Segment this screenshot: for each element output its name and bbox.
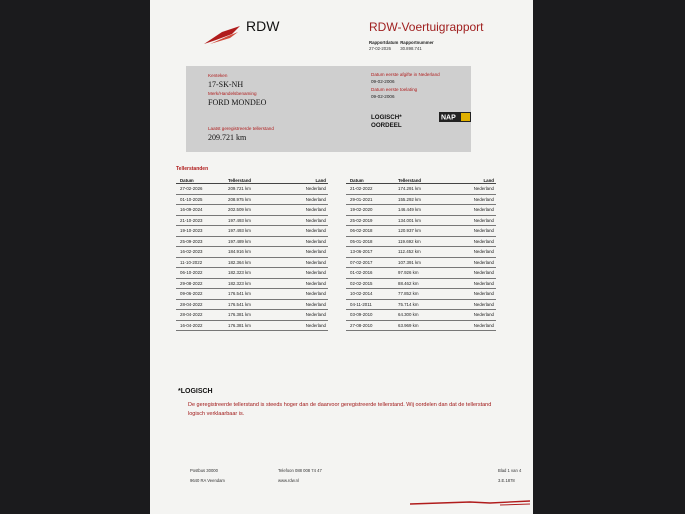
cell-datum: 28-04-2022 bbox=[180, 301, 203, 307]
table-row bbox=[176, 226, 328, 237]
cell-tellerstand: 134.001 km bbox=[398, 217, 421, 223]
cell-land: Nederland bbox=[305, 217, 326, 223]
cell-land: Nederland bbox=[473, 196, 494, 202]
kenteken-value: 17-SK-NH bbox=[208, 80, 244, 89]
cell-tellerstand: 112.452 km bbox=[398, 249, 421, 255]
cell-datum: 21-02-2022 bbox=[350, 186, 373, 192]
table-row bbox=[346, 216, 496, 227]
cell-datum: 10-02-2014 bbox=[350, 291, 373, 297]
cell-tellerstand: 197.493 km bbox=[228, 228, 251, 234]
table-row bbox=[346, 289, 496, 300]
cell-tellerstand: 64.300 km bbox=[398, 312, 419, 318]
footer-website: www.rdw.nl bbox=[278, 478, 299, 483]
cell-tellerstand: 119.692 km bbox=[398, 238, 421, 244]
eerste-toelating-value: 09-02-2006 bbox=[371, 94, 395, 99]
table-row bbox=[176, 184, 328, 195]
merk-value: FORD MONDEO bbox=[208, 98, 267, 107]
table-row bbox=[346, 268, 496, 279]
footer-address bbox=[190, 466, 225, 486]
table-row bbox=[346, 195, 496, 206]
cell-land: Nederland bbox=[473, 217, 494, 223]
cell-land: Nederland bbox=[473, 186, 494, 192]
cell-land: Nederland bbox=[473, 228, 494, 234]
report-page bbox=[150, 0, 533, 514]
oordeel-line1: LOGISCH* bbox=[371, 114, 402, 121]
cell-datum: 16-04-2022 bbox=[180, 322, 203, 328]
decorative-stripe-icon bbox=[410, 500, 530, 506]
table-row bbox=[176, 310, 328, 321]
table-row bbox=[346, 247, 496, 258]
cell-land: Nederland bbox=[305, 207, 326, 213]
cell-land: Nederland bbox=[473, 280, 494, 286]
rapportnummer-value: 30.898.741 bbox=[400, 46, 422, 51]
table-row bbox=[346, 300, 496, 311]
table-row bbox=[346, 184, 496, 195]
cell-tellerstand: 174.291 km bbox=[398, 186, 421, 192]
cell-tellerstand: 197.493 km bbox=[228, 217, 251, 223]
cell-land: Nederland bbox=[473, 291, 494, 297]
report-title: RDW-Voertuigrapport bbox=[369, 20, 484, 34]
table-row bbox=[176, 258, 328, 269]
cell-datum: 25-02-2019 bbox=[350, 217, 373, 223]
logisch-title: *LOGISCH bbox=[178, 388, 213, 395]
cell-tellerstand: 208.975 km bbox=[228, 196, 251, 202]
tellerstand-label: Laatst geregistreerde tellerstand bbox=[208, 126, 274, 131]
cell-datum: 29-08-2022 bbox=[180, 280, 203, 286]
merk-label: Merk/Handelsbenaming bbox=[208, 91, 257, 96]
cell-land: Nederland bbox=[305, 280, 326, 286]
cell-tellerstand: 88.462 km bbox=[398, 280, 419, 286]
cell-land: Nederland bbox=[473, 312, 494, 318]
eerste-afgifte-value: 09-02-2006 bbox=[371, 79, 395, 84]
table-row bbox=[346, 226, 496, 237]
cell-land: Nederland bbox=[305, 238, 326, 244]
cell-land: Nederland bbox=[473, 238, 494, 244]
header-datum: Datum bbox=[350, 178, 364, 183]
table-row bbox=[176, 289, 328, 300]
eerste-afgifte-label: Datum eerste afgifte in Nederland bbox=[371, 72, 440, 77]
cell-datum: 01-02-2016 bbox=[350, 270, 373, 276]
cell-land: Nederland bbox=[473, 322, 494, 328]
cell-tellerstand: 107.391 km bbox=[398, 259, 421, 265]
footer-page-info bbox=[498, 466, 521, 486]
table-row bbox=[176, 195, 328, 206]
cell-land: Nederland bbox=[473, 249, 494, 255]
header-tellerstand: Tellerstand bbox=[228, 178, 252, 183]
table-row bbox=[346, 310, 496, 321]
cell-land: Nederland bbox=[305, 186, 326, 192]
cell-land: Nederland bbox=[305, 291, 326, 297]
cell-tellerstand: 146.449 km bbox=[398, 207, 421, 213]
cell-datum: 04-11-2011 bbox=[350, 301, 372, 307]
cell-datum: 09-06-2022 bbox=[180, 291, 203, 297]
table-row bbox=[176, 300, 328, 311]
report-meta-labels bbox=[369, 40, 529, 45]
odometer-table-left bbox=[176, 176, 328, 331]
cell-datum: 25-09-2023 bbox=[180, 238, 203, 244]
table-row bbox=[176, 247, 328, 258]
cell-datum: 16-02-2023 bbox=[180, 249, 203, 255]
table-row bbox=[176, 216, 328, 227]
cell-tellerstand: 197.489 km bbox=[228, 238, 251, 244]
table-header bbox=[176, 176, 328, 184]
cell-datum: 13-06-2017 bbox=[350, 249, 373, 255]
cell-tellerstand: 202.509 km bbox=[228, 207, 251, 213]
cell-tellerstand: 176.381 km bbox=[228, 312, 251, 318]
table-row bbox=[176, 279, 328, 290]
table-row bbox=[346, 258, 496, 269]
cell-tellerstand: 77.852 km bbox=[398, 291, 419, 297]
cell-tellerstand: 97.926 km bbox=[398, 270, 419, 276]
footer-contact bbox=[278, 466, 322, 486]
footer-plaats: 9640 RA Veendam bbox=[190, 478, 225, 483]
brand-name: RDW bbox=[246, 18, 280, 34]
table-row bbox=[346, 321, 496, 332]
cell-tellerstand: 184.916 km bbox=[228, 249, 251, 255]
cell-land: Nederland bbox=[473, 259, 494, 265]
cell-datum: 29-01-2021 bbox=[350, 196, 373, 202]
report-meta-values bbox=[369, 46, 529, 51]
table-row bbox=[176, 237, 328, 248]
cell-land: Nederland bbox=[305, 196, 326, 202]
cell-datum: 21-10-2023 bbox=[180, 217, 203, 223]
oordeel-badge bbox=[371, 114, 402, 130]
cell-datum: 28-04-2022 bbox=[180, 312, 203, 318]
cell-datum: 02-02-2015 bbox=[350, 280, 373, 286]
vehicle-summary-panel bbox=[186, 66, 471, 152]
odometer-table-right bbox=[346, 176, 496, 331]
cell-datum: 27-02-2026 bbox=[180, 186, 203, 192]
cell-tellerstand: 182.323 km bbox=[228, 280, 251, 286]
cell-datum: 06-02-2018 bbox=[350, 228, 373, 234]
cell-tellerstand: 120.937 km bbox=[398, 228, 421, 234]
cell-tellerstand: 182.364 km bbox=[228, 259, 251, 265]
logisch-explanation: De geregistreerde tellerstand is steeds hoger dan de daarvoor geregistreerde tellerstand. Wij oordelen dan dat de tellerstand logisch verklaarbaar is. bbox=[188, 402, 492, 417]
cell-land: Nederland bbox=[305, 312, 326, 318]
cell-tellerstand: 155.292 km bbox=[398, 196, 421, 202]
table-row bbox=[176, 321, 328, 332]
table-row bbox=[346, 237, 496, 248]
rapportdatum-value: 27-02-2026 bbox=[369, 46, 391, 51]
header-land: Land bbox=[483, 178, 494, 183]
cell-datum: 16-09-2024 bbox=[180, 207, 203, 213]
table-row bbox=[176, 268, 328, 279]
cell-land: Nederland bbox=[305, 270, 326, 276]
tellerstand-value: 209.721 km bbox=[208, 133, 247, 142]
rdw-logo-icon bbox=[202, 24, 242, 46]
footer-blad: Blad 1 van 4 bbox=[498, 468, 522, 473]
cell-datum: 03-09-2010 bbox=[350, 312, 373, 318]
rapportnummer-label: Rapportnummer bbox=[400, 40, 434, 45]
cell-land: Nederland bbox=[473, 207, 494, 213]
eerste-toelating-label: Datum eerste toelating bbox=[371, 87, 418, 92]
cell-land: Nederland bbox=[305, 228, 326, 234]
oordeel-line2: OORDEEL bbox=[371, 122, 402, 129]
cell-tellerstand: 176.381 km bbox=[228, 322, 251, 328]
kenteken-label: Kenteken bbox=[208, 73, 228, 78]
table-row bbox=[346, 205, 496, 216]
cell-tellerstand: 176.541 km bbox=[228, 291, 251, 297]
cell-datum: 19-02-2020 bbox=[350, 207, 373, 213]
rapportdatum-label: Rapportdatum bbox=[369, 40, 399, 45]
cell-land: Nederland bbox=[305, 322, 326, 328]
cell-tellerstand: 182.323 km bbox=[228, 270, 251, 276]
header-tellerstand: Tellerstand bbox=[398, 178, 422, 183]
header-datum: Datum bbox=[180, 178, 194, 183]
footer-telefoon: Telefoon 088 008 74 47 bbox=[278, 468, 322, 473]
table-row bbox=[176, 205, 328, 216]
cell-datum: 11-10-2022 bbox=[180, 259, 203, 265]
cell-land: Nederland bbox=[305, 259, 326, 265]
footer-versie: 3.E.1878 bbox=[498, 478, 515, 483]
cell-tellerstand: 63.969 km bbox=[398, 322, 419, 328]
nap-logo-icon bbox=[439, 112, 471, 122]
footer-postbus: Postbus 30000 bbox=[190, 468, 218, 473]
cell-tellerstand: 75.714 km bbox=[398, 301, 419, 307]
cell-datum: 01-10-2025 bbox=[180, 196, 203, 202]
header-land: Land bbox=[315, 178, 326, 183]
cell-tellerstand: 176.541 km bbox=[228, 301, 251, 307]
cell-datum: 06-10-2022 bbox=[180, 270, 203, 276]
table-row bbox=[346, 279, 496, 290]
table-header bbox=[346, 176, 496, 184]
cell-tellerstand: 209.721 km bbox=[228, 186, 251, 192]
cell-datum: 27-08-2010 bbox=[350, 322, 373, 328]
cell-datum: 05-01-2018 bbox=[350, 238, 373, 244]
cell-datum: 07-02-2017 bbox=[350, 259, 373, 265]
cell-land: Nederland bbox=[305, 301, 326, 307]
nap-text: NAP bbox=[441, 114, 456, 122]
tellerstanden-title: Tellerstanden bbox=[176, 166, 209, 172]
cell-datum: 19-10-2023 bbox=[180, 228, 203, 234]
cell-land: Nederland bbox=[473, 270, 494, 276]
cell-land: Nederland bbox=[473, 301, 494, 307]
cell-land: Nederland bbox=[305, 249, 326, 255]
